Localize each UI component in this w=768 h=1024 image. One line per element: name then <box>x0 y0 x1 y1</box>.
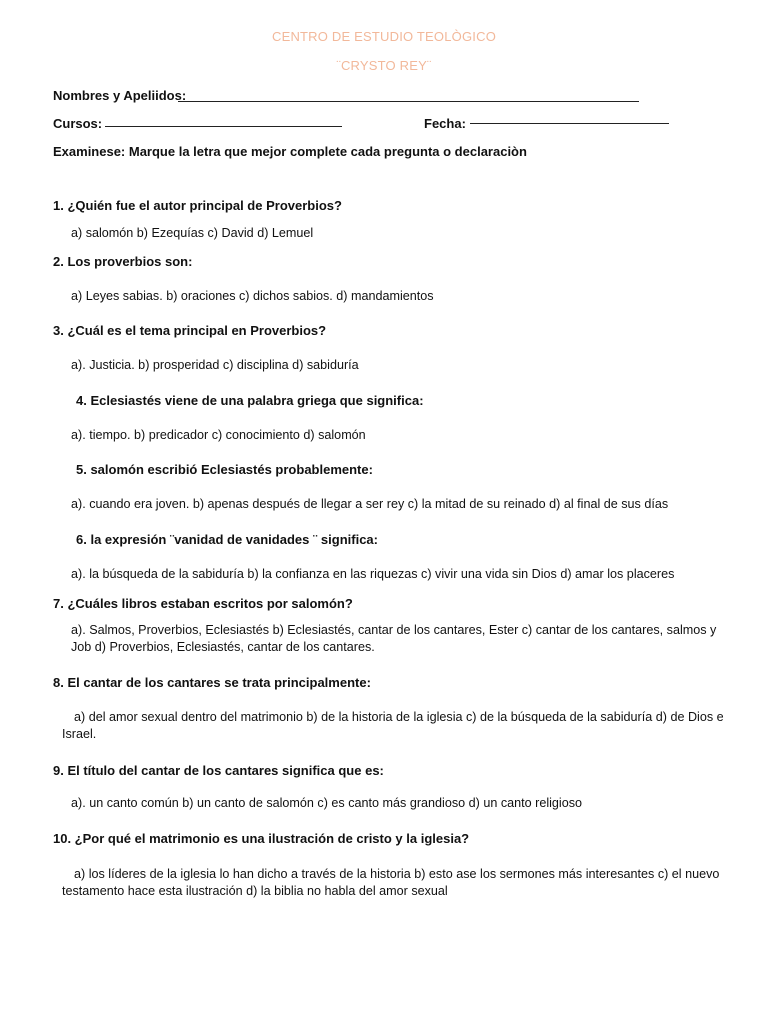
date-field[interactable] <box>470 123 669 124</box>
answers-10[interactable]: a) los líderes de la iglesia lo han dicho a través de la historia b) esto ase los sermones más interesantes c) el nuevo testamento hace esta ilustración d) la biblia no habla del amor sexual <box>62 867 720 898</box>
question-7: 7. ¿Cuáles libros estaban escritos por salomón? <box>53 596 353 611</box>
institution-subtitle: ¨CRYSTO REY¨ <box>336 58 432 73</box>
answers-3[interactable]: a). Justicia. b) prosperidad c) disciplina d) sabiduría <box>71 358 359 372</box>
question-9: 9. El título del cantar de los cantares significa que es: <box>53 763 384 778</box>
instructions: Examinese: Marque la letra que mejor complete cada pregunta o declaraciòn <box>53 144 527 159</box>
question-6: 6. la expresión ¨vanidad de vanidades ¨ significa: <box>76 532 378 547</box>
question-8: 8. El cantar de los cantares se trata principalmente: <box>53 675 371 690</box>
institution-title: CENTRO DE ESTUDIO TEOLÒGICO <box>271 29 497 44</box>
question-10: 10. ¿Por qué el matrimonio es una ilustración de cristo y la iglesia? <box>53 831 470 846</box>
date-label: Fecha: <box>424 116 466 131</box>
name-field[interactable] <box>178 101 639 102</box>
name-label: Nombres y Apeliidos: <box>53 88 187 103</box>
answers-8[interactable]: a) del amor sexual dentro del matrimonio b) de la historia de la iglesia c) de la búsqueda de la sabiduría d) de Dios e Israel. <box>62 710 724 741</box>
question-2: 2. Los proverbios son: <box>53 254 193 269</box>
answers-9[interactable]: a). un canto común b) un canto de salomón c) es canto más grandioso d) un canto religioso <box>71 796 583 810</box>
question-3: 3. ¿Cuál es el tema principal en Proverbios? <box>53 323 327 338</box>
answers-6[interactable]: a). la búsqueda de la sabiduría b) la confianza en las riquezas c) vivir una vida sin Dios d) amar los placeres <box>71 567 675 581</box>
answers-7[interactable]: a). Salmos, Proverbios, Eclesiastés b) Eclesiastés, cantar de los cantares, Ester c) cantar de los cantares, salmos y Job d) Proverbios, Eclesiastés, cantar de los cantares. <box>71 623 717 654</box>
answers-5[interactable]: a). cuando era joven. b) apenas después de llegar a ser rey c) la mitad de su reinado d) al final de sus días <box>71 497 669 511</box>
course-field[interactable] <box>105 126 342 127</box>
question-1: 1. ¿Quién fue el autor principal de Proverbios? <box>53 198 342 213</box>
answers-2[interactable]: a) Leyes sabias. b) oraciones c) dichos sabios. d) mandamientos <box>71 289 434 303</box>
answers-1[interactable]: a) salomón b) Ezequías c) David d) Lemuel <box>71 226 314 240</box>
question-5: 5. salomón escribió Eclesiastés probablemente: <box>76 462 373 477</box>
course-label: Cursos: <box>53 116 103 131</box>
answers-4[interactable]: a). tiempo. b) predicador c) conocimiento d) salomón <box>71 428 366 442</box>
question-4: 4. Eclesiastés viene de una palabra griega que significa: <box>76 393 424 408</box>
